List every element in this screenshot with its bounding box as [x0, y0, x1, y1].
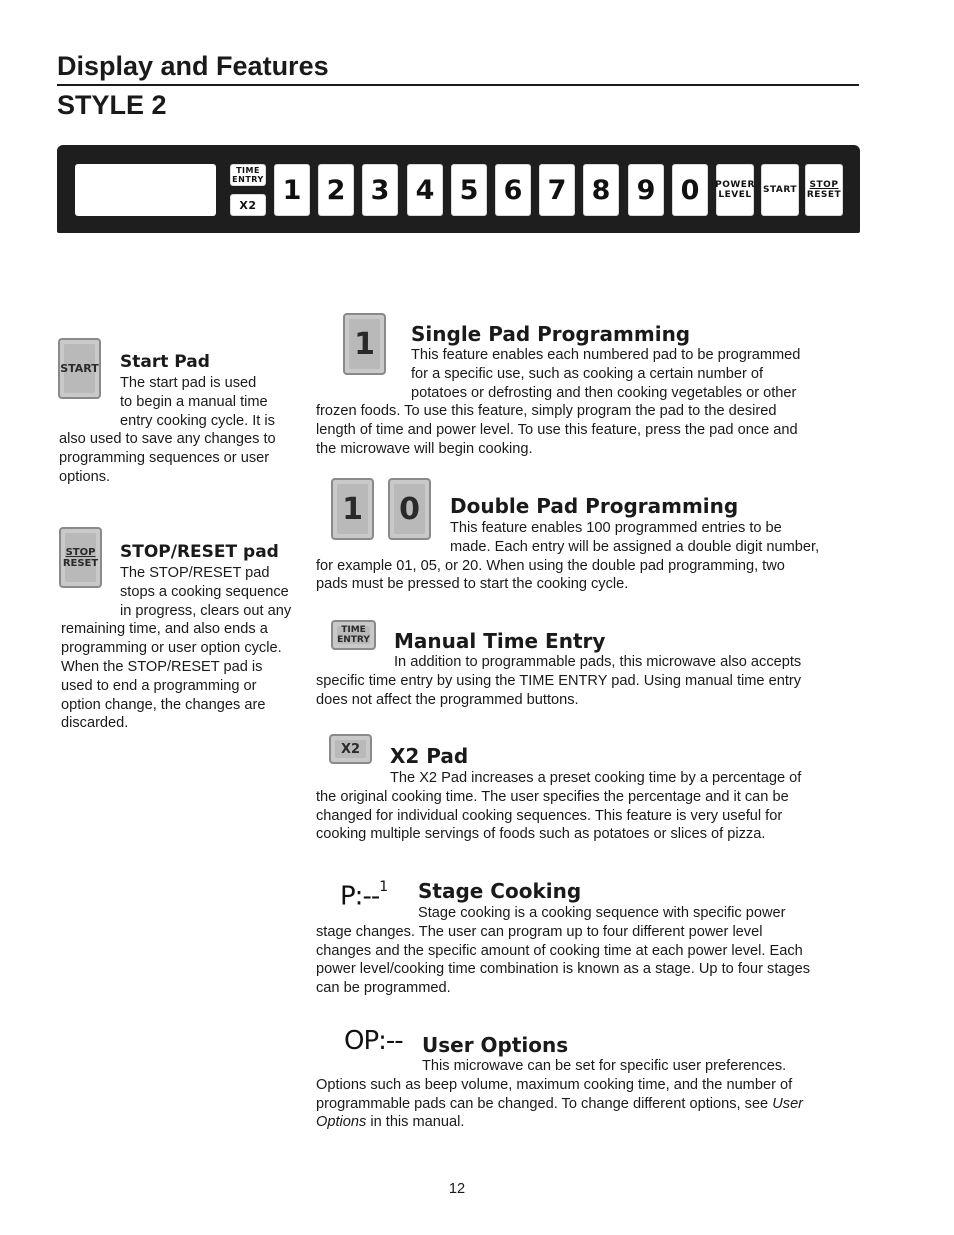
double-pad-description: This feature enables 100 programmed entries to be made. Each entry will be assigned a double digit number, for example 01, 05, or 20. When using the double pad programming, two pads must be pressed to start the cooking cycle. — [316, 520, 820, 593]
power-level-key: POWER LEVEL — [716, 164, 754, 216]
title-divider — [57, 84, 859, 86]
page-title: Display and Features — [57, 51, 329, 81]
user-options-description: This microwave can be set for specific user preferences. Options such as beep volume, maximum cooking time, and the number of programmable pads can be changed. To change different options, see User Options in this manual. — [316, 1058, 804, 1131]
single-pad-heading: Single Pad Programming — [411, 322, 691, 346]
manual-time-description: In addition to programmable pads, this microwave also accepts specific time entry by using the TIME ENTRY pad. Using manual time entry does not affect the programmed buttons. — [316, 654, 802, 708]
x2-key: X2 — [230, 194, 266, 216]
single-pad-description: This feature enables each numbered pad to be programmed for a specific use, such as cooking a certain number of potatoes or defrosting and then cooking vegetables or other frozen foods. To use this feature, simply program the pad to the desired length of time and power level. To use this feature, press the pad once and the microwave will begin cooking. — [316, 347, 801, 457]
x2-pad-heading: X2 Pad — [390, 744, 469, 768]
number-key-9: 9 — [628, 164, 664, 216]
number-key-6: 6 — [495, 164, 531, 216]
stage-cooking-heading: Stage Cooking — [418, 879, 582, 903]
page-subtitle: STYLE 2 — [57, 90, 167, 120]
start-key: START — [761, 164, 799, 216]
time-entry-key: TIME ENTRY — [230, 164, 266, 186]
display-window — [75, 164, 216, 216]
number-key-8: 8 — [583, 164, 619, 216]
stop-reset-key: STOP RESET — [805, 164, 843, 216]
double-pad-heading: Double Pad Programming — [450, 494, 739, 518]
number-key-1: 1 — [274, 164, 310, 216]
single-pad-icon: 1 — [343, 313, 386, 375]
number-key-4: 4 — [407, 164, 443, 216]
manual-time-heading: Manual Time Entry — [394, 629, 606, 653]
user-options-display: OP:-- — [344, 1026, 403, 1056]
number-key-0: 0 — [672, 164, 708, 216]
start-pad-icon: START — [58, 338, 101, 399]
start-pad-description: The start pad is used to begin a manual time entry cooking cycle. It is also used to save any changes to programming sequences or user options. — [59, 375, 276, 485]
x2-pad-icon: X2 — [329, 734, 372, 764]
double-pad-icon-1: 1 — [331, 478, 374, 540]
page-number: 12 — [448, 1181, 466, 1197]
number-key-5: 5 — [451, 164, 487, 216]
stage-cooking-display: P:--$^1$ — [340, 879, 388, 912]
time-entry-icon: TIME ENTRY — [331, 620, 376, 650]
user-options-heading: User Options — [422, 1033, 569, 1057]
number-key-2: 2 — [318, 164, 354, 216]
number-key-7: 7 — [539, 164, 575, 216]
stop-reset-pad-description: The STOP/RESET pad stops a cooking sequence in progress, clears out any remaining time, and also ends a programming or user option cycle. When the STOP/RESET pad is used to end a programming or option change, the changes are discarded. — [61, 565, 292, 732]
x2-pad-description: The X2 Pad increases a preset cooking time by a percentage of the original cooking time. The user specifies the percentage and it can be changed for individual cooking sequences. This feature is very useful for cooking multiple servings of foods such as potatoes or slices of pizza. — [316, 770, 802, 843]
stage-cooking-description: Stage cooking is a cooking sequence with specific power stage changes. The user can program up to four different power level changes and the specific amount of cooking time at each power level. Each power level/cooking time combination is known as a stage. Up to four stages can be programmed. — [316, 905, 811, 997]
start-pad-heading: Start Pad — [120, 352, 210, 372]
double-pad-icon-0: 0 — [388, 478, 431, 540]
control-panel — [57, 145, 860, 233]
number-key-3: 3 — [362, 164, 398, 216]
stop-reset-pad-heading: STOP/RESET pad — [120, 542, 279, 562]
stop-reset-pad-icon: STOP RESET — [59, 527, 102, 588]
